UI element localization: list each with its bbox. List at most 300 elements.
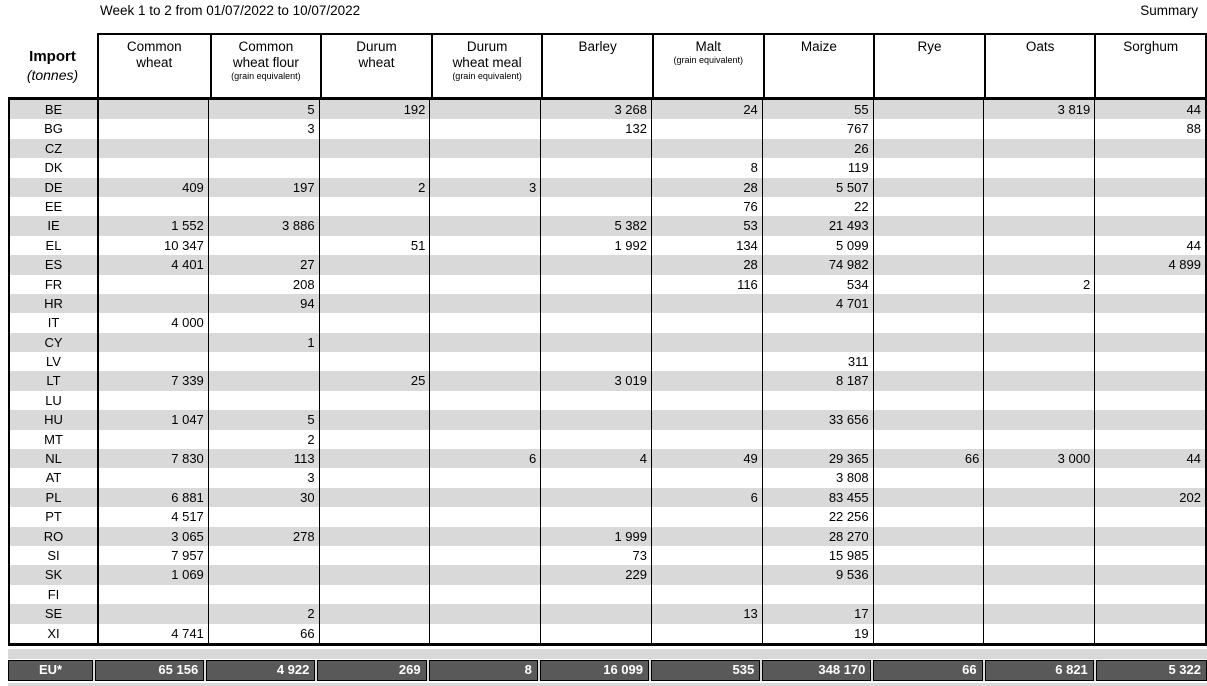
- data-cell: [208, 313, 319, 332]
- data-cell: [319, 158, 430, 177]
- data-cell: [983, 585, 1094, 604]
- country-code-label: DE: [44, 179, 63, 195]
- data-cell: [429, 410, 540, 429]
- data-cell: [319, 294, 430, 313]
- data-cell: [540, 507, 651, 526]
- data-cell: 88: [1094, 119, 1205, 138]
- data-cell: 7 957: [97, 546, 208, 565]
- data-cell: [208, 371, 319, 390]
- data-cell: [319, 352, 430, 371]
- column-header-text: Durum: [466, 39, 508, 54]
- country-code-label: SK: [44, 567, 63, 583]
- data-cell: [983, 255, 1094, 274]
- data-cell: [429, 352, 540, 371]
- data-cell: 28: [651, 255, 762, 274]
- data-cell: [873, 604, 984, 623]
- data-cell: 26: [762, 139, 873, 158]
- country-code-label: EL: [45, 237, 62, 253]
- data-cell: 8 187: [762, 371, 873, 390]
- column-header-text: Barley: [578, 39, 617, 54]
- data-cell: [540, 624, 651, 643]
- data-cell: [319, 333, 430, 352]
- data-cell: [983, 333, 1094, 352]
- data-cell: [983, 216, 1094, 235]
- data-cell: 1 552: [97, 216, 208, 235]
- data-cell: [1094, 139, 1205, 158]
- data-cell: [540, 178, 651, 197]
- grain-equivalent-note: (grain equivalent): [231, 70, 301, 81]
- data-cell: 2: [208, 604, 319, 623]
- data-cell: [208, 197, 319, 216]
- data-cell: 29 365: [762, 449, 873, 468]
- data-cell: 1 047: [97, 410, 208, 429]
- data-cell: [762, 391, 873, 410]
- data-cell: [762, 585, 873, 604]
- data-cell: [651, 313, 762, 332]
- data-cell: [429, 391, 540, 410]
- data-cell: [873, 371, 984, 390]
- column-header: [541, 35, 652, 97]
- data-cell: 534: [762, 275, 873, 294]
- data-cell: [873, 216, 984, 235]
- table-row: [10, 216, 1205, 235]
- data-cell: 2: [983, 275, 1094, 294]
- data-cell: [983, 178, 1094, 197]
- data-cell: [97, 139, 208, 158]
- data-cell: 5 099: [762, 236, 873, 255]
- data-cell: [208, 507, 319, 526]
- data-cell: [319, 527, 430, 546]
- data-cell: [1094, 197, 1205, 216]
- data-cell: [1094, 565, 1205, 584]
- column-header: [984, 35, 1095, 97]
- country-code-label: IE: [47, 218, 60, 234]
- data-cell: [651, 624, 762, 643]
- data-cell: 3 808: [762, 468, 873, 487]
- data-cell: 132: [540, 119, 651, 138]
- data-cell: 4 000: [97, 313, 208, 332]
- data-cell: [208, 139, 319, 158]
- data-cell: [651, 565, 762, 584]
- data-cell: [873, 546, 984, 565]
- data-cell: 5: [208, 410, 319, 429]
- country-code-label: XI: [47, 625, 60, 641]
- data-cell: [1094, 585, 1205, 604]
- table-row: [10, 449, 1205, 468]
- country-code-label: BE: [44, 102, 63, 117]
- column-header: [652, 35, 763, 97]
- data-cell: 134: [651, 236, 762, 255]
- data-cell: [319, 604, 430, 623]
- data-cell: [1094, 391, 1205, 410]
- column-header-text: wheat: [358, 54, 395, 70]
- table-row: [10, 410, 1205, 429]
- data-cell: [873, 197, 984, 216]
- data-cell: [651, 352, 762, 371]
- table-row: [10, 565, 1205, 584]
- data-cell: [651, 294, 762, 313]
- data-cell: 44: [1094, 100, 1205, 119]
- data-cell: [319, 585, 430, 604]
- data-cell: [319, 197, 430, 216]
- data-cell: 6 881: [97, 488, 208, 507]
- data-cell: [983, 371, 1094, 390]
- data-cell: [429, 585, 540, 604]
- data-cell: [762, 430, 873, 449]
- data-cell: [97, 119, 208, 138]
- data-cell: [873, 313, 984, 332]
- data-cell: [983, 139, 1094, 158]
- data-cell: 2: [319, 178, 430, 197]
- data-cell: [983, 410, 1094, 429]
- data-cell: 27: [208, 255, 319, 274]
- data-cell: [540, 352, 651, 371]
- table-row: [10, 197, 1205, 216]
- data-cell: [429, 488, 540, 507]
- data-cell: 73: [540, 546, 651, 565]
- data-cell: [651, 468, 762, 487]
- data-cell: 1 992: [540, 236, 651, 255]
- data-cell: [873, 468, 984, 487]
- data-cell: [97, 585, 208, 604]
- data-cell: [429, 527, 540, 546]
- tonnes-label: (tonnes): [26, 66, 79, 83]
- data-cell: [873, 275, 984, 294]
- data-cell: [540, 294, 651, 313]
- data-cell: [983, 391, 1094, 410]
- data-cell: 4 401: [97, 255, 208, 274]
- data-cell: 3: [208, 468, 319, 487]
- country-code-label: ES: [44, 257, 63, 273]
- data-cell: [319, 119, 430, 138]
- data-cell: 3 065: [97, 527, 208, 546]
- data-cell: [208, 391, 319, 410]
- data-cell: [429, 236, 540, 255]
- data-cell: [873, 410, 984, 429]
- data-cell: [1094, 507, 1205, 526]
- data-cell: [651, 546, 762, 565]
- column-header-row: [97, 33, 1207, 97]
- data-cell: 21 493: [762, 216, 873, 235]
- data-cell: 66: [873, 449, 984, 468]
- data-cell: [983, 119, 1094, 138]
- country-code-label: FR: [44, 276, 63, 292]
- data-cell: 24: [651, 100, 762, 119]
- import-label: Import: [29, 47, 76, 65]
- column-header: [873, 35, 984, 97]
- data-cell: [1094, 624, 1205, 643]
- data-cell: [873, 507, 984, 526]
- data-cell: 15 985: [762, 546, 873, 565]
- table-row: [10, 488, 1205, 507]
- data-cell: [1094, 158, 1205, 177]
- data-cell: [208, 158, 319, 177]
- data-cell: [1094, 604, 1205, 623]
- data-cell: [319, 546, 430, 565]
- table-row: [10, 371, 1205, 390]
- data-cell: [651, 430, 762, 449]
- data-cell: 44: [1094, 236, 1205, 255]
- import-tonnes-label: [8, 36, 97, 96]
- data-cell: 2: [208, 430, 319, 449]
- data-cell: [651, 119, 762, 138]
- data-cell: [429, 158, 540, 177]
- data-cell: [208, 585, 319, 604]
- data-cell: [97, 333, 208, 352]
- data-cell: [983, 507, 1094, 526]
- country-code-label: CZ: [44, 140, 63, 156]
- data-cell: [429, 371, 540, 390]
- country-code-label: PT: [45, 509, 62, 525]
- data-cell: 3 886: [208, 216, 319, 235]
- data-cell: [651, 585, 762, 604]
- data-cell: 66: [208, 624, 319, 643]
- data-cell: [208, 236, 319, 255]
- data-cell: [873, 158, 984, 177]
- table-row: [10, 468, 1205, 487]
- data-cell: 192: [319, 100, 430, 119]
- data-cell: [319, 275, 430, 294]
- data-cell: [429, 468, 540, 487]
- table-row: [10, 391, 1205, 410]
- data-cell: 3 819: [983, 100, 1094, 119]
- data-cell: 311: [762, 352, 873, 371]
- data-cell: [540, 604, 651, 623]
- country-code-label: EE: [44, 198, 63, 214]
- data-cell: [429, 294, 540, 313]
- table-row: [10, 294, 1205, 313]
- data-cell: 3 000: [983, 449, 1094, 468]
- data-cell: [1094, 333, 1205, 352]
- summary-link[interactable]: Summary: [1140, 3, 1198, 18]
- data-cell: [429, 624, 540, 643]
- data-cell: 278: [208, 527, 319, 546]
- data-cell: [873, 430, 984, 449]
- data-cell: 19: [762, 624, 873, 643]
- data-cell: [429, 197, 540, 216]
- data-cell: [983, 352, 1094, 371]
- country-code-label: IT: [47, 315, 60, 331]
- table-row: [10, 178, 1205, 197]
- data-cell: 7 339: [97, 371, 208, 390]
- data-cell: [97, 158, 208, 177]
- data-cell: [540, 158, 651, 177]
- divider-strip: [8, 649, 1207, 659]
- data-cell: [208, 546, 319, 565]
- data-cell: [873, 391, 984, 410]
- data-cell: [873, 565, 984, 584]
- data-cell: [873, 119, 984, 138]
- column-header-text: Rye: [917, 39, 942, 54]
- data-cell: 10 347: [97, 236, 208, 255]
- data-cell: [540, 255, 651, 274]
- data-cell: 3 019: [540, 371, 651, 390]
- table-row: [10, 100, 1205, 119]
- data-cell: 767: [762, 119, 873, 138]
- country-code-label: AT: [45, 470, 62, 486]
- table-row: [10, 585, 1205, 604]
- data-cell: 25: [319, 371, 430, 390]
- data-cell: [97, 275, 208, 294]
- data-cell: [208, 565, 319, 584]
- data-cell: [1094, 527, 1205, 546]
- data-cell: 49: [651, 449, 762, 468]
- data-cell: [429, 430, 540, 449]
- data-cell: [429, 507, 540, 526]
- data-cell: 1: [208, 333, 319, 352]
- data-cell: [983, 158, 1094, 177]
- data-cell: [540, 139, 651, 158]
- data-cell: [540, 275, 651, 294]
- eu-total-cell: 4 922: [206, 660, 315, 681]
- table-row: [10, 546, 1205, 565]
- data-cell: [1094, 352, 1205, 371]
- eu-total-cell: 348 170: [762, 660, 871, 681]
- country-code-label: LT: [46, 373, 61, 389]
- country-code-label: DK: [44, 160, 63, 176]
- country-code-label: MT: [44, 431, 63, 447]
- data-cell: 5 382: [540, 216, 651, 235]
- data-cell: 208: [208, 275, 319, 294]
- data-cell: [983, 430, 1094, 449]
- table-row: [10, 236, 1205, 255]
- data-cell: [651, 139, 762, 158]
- data-cell: [319, 391, 430, 410]
- data-cell: 5: [208, 100, 319, 119]
- data-cell: [540, 313, 651, 332]
- data-cell: 4: [540, 449, 651, 468]
- eu-total-cell: 269: [317, 660, 426, 681]
- table-row: [10, 507, 1205, 526]
- data-cell: [873, 585, 984, 604]
- data-cell: 9 536: [762, 565, 873, 584]
- data-cell: [429, 216, 540, 235]
- country-code-label: RO: [43, 528, 64, 544]
- data-cell: [873, 352, 984, 371]
- eu-total-row: [8, 660, 1207, 681]
- data-cell: [1094, 468, 1205, 487]
- data-cell: [651, 391, 762, 410]
- country-code-label: LV: [46, 354, 61, 370]
- data-cell: 13: [651, 604, 762, 623]
- column-header-text: Malt: [695, 39, 722, 54]
- data-cell: [208, 352, 319, 371]
- data-cell: [983, 527, 1094, 546]
- column-header: [320, 35, 431, 97]
- data-cell: [540, 391, 651, 410]
- data-cell: [983, 546, 1094, 565]
- eu-total-cell: 16 099: [540, 660, 649, 681]
- data-cell: [873, 178, 984, 197]
- data-cell: [1094, 430, 1205, 449]
- data-cell: [1094, 410, 1205, 429]
- data-cell: 3 268: [540, 100, 651, 119]
- data-cell: [873, 527, 984, 546]
- data-cell: [319, 410, 430, 429]
- data-cell: 3: [429, 178, 540, 197]
- table-row: [10, 430, 1205, 449]
- data-cell: [983, 313, 1094, 332]
- eu-total-label: EU*: [8, 660, 93, 681]
- data-cell: [873, 488, 984, 507]
- data-cell: [540, 333, 651, 352]
- country-code-label: BG: [44, 121, 63, 137]
- data-cell: 55: [762, 100, 873, 119]
- data-cell: 6: [651, 488, 762, 507]
- data-cell: [983, 604, 1094, 623]
- column-header-text: Durum: [356, 39, 397, 54]
- eu-total-cell: 6 821: [985, 660, 1094, 681]
- table-row: [10, 119, 1205, 138]
- data-cell: [429, 119, 540, 138]
- data-cell: [651, 527, 762, 546]
- data-cell: 28 270: [762, 527, 873, 546]
- data-cell: 22: [762, 197, 873, 216]
- table-row: [10, 158, 1205, 177]
- data-cell: [983, 294, 1094, 313]
- data-cell: [429, 100, 540, 119]
- data-cell: [540, 585, 651, 604]
- data-cell: [97, 391, 208, 410]
- data-cell: [319, 430, 430, 449]
- data-cell: 6: [429, 449, 540, 468]
- column-header-text: wheat flour: [232, 54, 299, 70]
- data-cell: [429, 313, 540, 332]
- data-cell: 4 899: [1094, 255, 1205, 274]
- data-cell: 3: [208, 119, 319, 138]
- data-cell: [540, 430, 651, 449]
- data-cell: [983, 565, 1094, 584]
- eu-total-cell: 66: [873, 660, 982, 681]
- data-cell: 44: [1094, 449, 1205, 468]
- data-cell: [651, 410, 762, 429]
- data-cell: [540, 468, 651, 487]
- data-cell: [429, 275, 540, 294]
- table-row: [10, 604, 1205, 623]
- data-cell: 22 256: [762, 507, 873, 526]
- column-header: [431, 35, 542, 97]
- data-cell: [319, 624, 430, 643]
- data-cell: [1094, 275, 1205, 294]
- column-header: [99, 35, 210, 97]
- data-cell: 83 455: [762, 488, 873, 507]
- data-cell: [540, 488, 651, 507]
- data-cell: [429, 604, 540, 623]
- data-cell: 113: [208, 449, 319, 468]
- data-cell: [873, 294, 984, 313]
- data-cell: 94: [208, 294, 319, 313]
- data-cell: 5 507: [762, 178, 873, 197]
- table-row: [10, 313, 1205, 332]
- eu-total-cell: 5 322: [1096, 660, 1207, 681]
- data-cell: 202: [1094, 488, 1205, 507]
- data-cell: [97, 100, 208, 119]
- data-cell: [97, 468, 208, 487]
- country-code-label: CY: [44, 334, 63, 350]
- data-cell: 1 069: [97, 565, 208, 584]
- data-cell: [762, 313, 873, 332]
- data-cell: [983, 488, 1094, 507]
- column-header-text: Common: [238, 39, 294, 54]
- column-header-text: Oats: [1025, 39, 1055, 54]
- data-cell: [651, 371, 762, 390]
- data-cell: [873, 100, 984, 119]
- data-cell: [873, 333, 984, 352]
- data-cell: [319, 507, 430, 526]
- data-cell: 116: [651, 275, 762, 294]
- data-cell: [873, 139, 984, 158]
- column-header-text: Sorghum: [1123, 39, 1179, 54]
